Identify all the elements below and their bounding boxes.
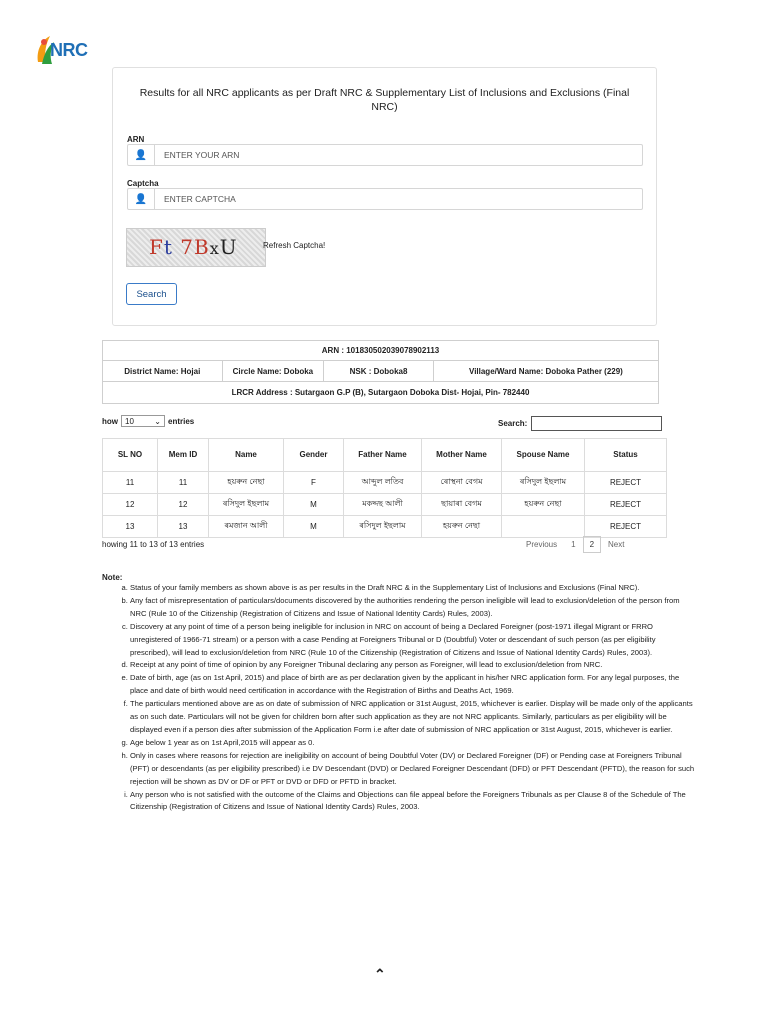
col-status[interactable]: Status [585, 439, 667, 472]
pagination [519, 536, 631, 553]
cell-name: ৰমজান আলী [209, 516, 284, 538]
col-father-name[interactable]: Father Name [344, 439, 422, 472]
chevron-down-icon: ⌄ [154, 416, 161, 426]
note-item: g. Age below 1 year as on 1st April,2015 will appear as 0. [130, 737, 695, 750]
cell-name: ৰসিদুল ইছলাম [209, 494, 284, 516]
show-suffix: entries [168, 416, 195, 426]
table-search-label: Search: [498, 419, 528, 428]
user-icon: 👤 [128, 189, 155, 209]
arn-input[interactable] [155, 149, 636, 161]
village-name: Village/Ward Name: Doboka Pather (229) [469, 366, 623, 376]
cell-mother-name: ৰোস্থনা বেগম [422, 472, 502, 494]
note-item: d. Receipt at any point of time of opinion by any Foreigner Tribunal declaring any person as Foreigner, will lead to exclusion/deletion from NRC. [130, 659, 695, 672]
cell-gender: M [284, 516, 344, 538]
page-1-button[interactable]: 1 [571, 540, 576, 549]
table-row [103, 494, 667, 516]
results-table [102, 438, 667, 538]
cell-name: হয়ৰুন নেছা [209, 472, 284, 494]
cell-status: REJECT [585, 494, 667, 516]
note-item: c. Discovery at any point of time of a person being ineligible for inclusion in NRC on account of being a Declared Foreigner (post-1971 illegal Migrant or FRRO unregistered of 1966-71 stream) or a person with a case Pending at Foreigners Tribunal or D (Doubtful) Voter or descendant of such person (as per eligibility prescribed), will lead to exclusion/deletion from NRC (Rule 10 of the Citizenship (Registration of Citizens and Issue of National Identity Cards) Rules, 2003). [130, 621, 695, 660]
nrc-logo [34, 32, 94, 68]
captcha-image [126, 228, 266, 267]
note-item: a. Status of your family members as shown above is as per results in the Draft NRC & in the Supplementary List of Inclusions and Exclusions (Final NRC). [130, 582, 695, 595]
cell-spouse-name [502, 516, 585, 538]
search-card [112, 67, 657, 326]
captcha-label: Captcha [127, 179, 159, 188]
col-gender[interactable]: Gender [284, 439, 344, 472]
col-name[interactable]: Name [209, 439, 284, 472]
table-row [103, 516, 667, 538]
cell-father-name: ৰসিদুল ইছলাম [344, 516, 422, 538]
refresh-captcha-link[interactable]: Refresh Captcha! [263, 241, 326, 250]
note-item: b. Any fact of misrepresentation of particulars/documents discovered by the authorities rendering the person ineligible will lead to exclusion/deletion of the person from NRC (Rule 10 of the Citizenship (Registration of Citizens and Issue of National Identity Cards) Rules, 2003). [130, 595, 695, 621]
district-name: District Name: Hojai [103, 361, 223, 381]
note-item: e. Date of birth, age (as on 1st April, 2015) and place of birth are as per declaration given by the applicant in his/her NRC application form. For any legal purposes, the place and date of birth would need certification in accordance with the Registration of Births and Deaths Act, 1969. [130, 672, 695, 698]
cell-father-name: আব্দুল লতিব [344, 472, 422, 494]
cell-mem-id: 13 [158, 516, 209, 538]
page-2-button[interactable]: 2 [583, 536, 601, 553]
captcha-text: Ft 7BxU [149, 235, 238, 259]
previous-button[interactable]: Previous [526, 540, 558, 549]
scroll-to-top-icon[interactable]: ⌃ [374, 966, 386, 982]
col-spouse-name[interactable]: Spouse Name [502, 439, 585, 472]
table-search [498, 416, 662, 431]
cell-mother-name: ছায়াৰা বেগম [422, 494, 502, 516]
circle-name: Circle Name: Doboka [223, 361, 325, 381]
cell-spouse-name: হয়ৰুন নেছা [502, 494, 585, 516]
cell-sl-no: 12 [103, 494, 158, 516]
cell-sl-no: 13 [103, 516, 158, 538]
show-prefix: how [102, 416, 118, 426]
search-button[interactable]: Search [126, 283, 177, 305]
location-row [102, 360, 659, 382]
entries-select[interactable] [121, 415, 165, 427]
arn-field [127, 144, 643, 166]
notes-title: Note: [102, 573, 123, 582]
col-mem-id[interactable]: Mem ID [158, 439, 209, 472]
user-icon: 👤 [128, 145, 155, 165]
col-mother-name[interactable]: Mother Name [422, 439, 502, 472]
cell-sl-no: 11 [103, 472, 158, 494]
col-sl-no[interactable]: SL NO [103, 439, 158, 472]
table-search-input[interactable] [531, 416, 662, 431]
nsk-name: NSK : Doboka8 [324, 361, 434, 381]
entries-info: howing 11 to 13 of 13 entries [102, 540, 205, 549]
notes-list [102, 582, 695, 814]
note-item: h. Only in cases where reasons for rejection are ineligibility on account of being Doubtful Voter (DV) or Declared Foreigner (DF) or Pending case at Foreigners Tribunal (PFT) or descendants (as per eligibility prescribed) i.e DV Descendant (DVD) or Declared Foreigner Descendant (DFD) or PFT Descendant (PFTD), the reason for such rejection will be shown as DV or DF or PFT or DVD or DFD or PFTD in bracket. [130, 750, 695, 789]
table-row [103, 472, 667, 494]
cell-mother-name: হয়ৰুন নেছা [422, 516, 502, 538]
cell-father-name: মকদ্দছ আলী [344, 494, 422, 516]
entries-length-control [102, 415, 194, 427]
lrcr-address: LRCR Address : Sutargaon G.P (B), Sutargaon Doboka Dist- Hojai, Pin- 782440 [102, 382, 659, 404]
entries-select-value: 10 [125, 416, 134, 426]
captcha-input[interactable] [155, 193, 636, 205]
logo-text: NRC [50, 40, 88, 60]
form-title: Results for all NRC applicants as per Draft NRC & Supplementary List of Inclusions and Exclusions (Final NRC) [139, 87, 630, 113]
next-button[interactable]: Next [608, 540, 625, 549]
arn-header: ARN : 101830502039078902113 [102, 340, 659, 360]
cell-mem-id: 12 [158, 494, 209, 516]
cell-status: REJECT [585, 516, 667, 538]
captcha-field [127, 188, 643, 210]
table-header-row [103, 439, 667, 472]
cell-gender: M [284, 494, 344, 516]
note-item: f. The particulars mentioned above are as on date of submission of NRC application or 31st August, 2015, whichever is earlier. Display will be made only of the applicants as on such date. Particulars will not be given for children born after such application as they are not NRC applicants. Similarly, particulars as per eligibility will be displayed even if a person dies after submission of the Application Form i.e after date of submission of NRC application or 31st August, 2015, whichever is earlier. [130, 698, 695, 737]
cell-mem-id: 11 [158, 472, 209, 494]
arn-label: ARN [127, 135, 145, 144]
cell-spouse-name: ৰসিদুল ইছলাম [502, 472, 585, 494]
note-item: i. Any person who is not satisfied with the outcome of the Claims and Objections can file appeal before the Foreigners Tribunals as per Clause 8 of the Schedule of The Citizenship (Registration of Citizens and Issue of National Identity Cards) Rules, 2003. [130, 789, 695, 815]
cell-gender: F [284, 472, 344, 494]
cell-status: REJECT [585, 472, 667, 494]
